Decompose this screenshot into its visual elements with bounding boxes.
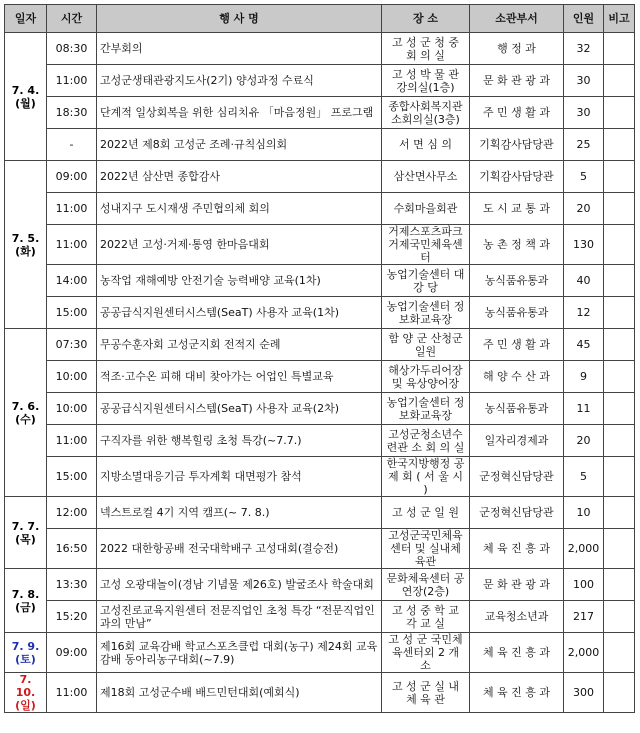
note-cell (604, 129, 635, 161)
place-cell: 고 성 박 물 관 강의실(1층) (382, 65, 470, 97)
note-cell (604, 33, 635, 65)
time-cell: 14:00 (47, 265, 97, 297)
place-cell: 고 성 군 일 원 (382, 497, 470, 529)
place-cell: 농업기술센터 정보화교육장 (382, 297, 470, 329)
attendee-count-cell: 10 (564, 497, 604, 529)
place-cell: 고 성 군 청 중 회 의 실 (382, 33, 470, 65)
table-row (5, 33, 635, 65)
department-cell: 군정혁신담당관 (470, 497, 564, 529)
attendee-count-cell: 2,000 (564, 633, 604, 673)
header-date: 일자 (5, 5, 47, 33)
note-cell (604, 361, 635, 393)
department-cell: 문 화 관 광 과 (470, 569, 564, 601)
schedule-body (5, 33, 635, 713)
department-cell: 문 화 관 광 과 (470, 65, 564, 97)
table-row (5, 97, 635, 129)
department-cell: 농 촌 정 책 과 (470, 225, 564, 265)
attendee-count-cell: 32 (564, 33, 604, 65)
table-row (5, 497, 635, 529)
date-label: 7. 5. (11, 231, 40, 245)
table-row (5, 329, 635, 361)
place-cell: 고 성 중 학 교 각 교 실 (382, 601, 470, 633)
department-cell: 군정혁신담당관 (470, 457, 564, 497)
time-cell: 07:30 (47, 329, 97, 361)
department-cell: 도 시 교 통 과 (470, 193, 564, 225)
place-cell: 고 성 군 실 내 체 육 관 (382, 673, 470, 713)
table-row (5, 601, 635, 633)
time-cell: 10:00 (47, 393, 97, 425)
time-cell: 11:00 (47, 193, 97, 225)
attendee-count-cell: 2,000 (564, 529, 604, 569)
note-cell (604, 457, 635, 497)
place-cell: 거제스포츠파크 거제국민체육센터 (382, 225, 470, 265)
table-row (5, 65, 635, 97)
department-cell: 행 정 과 (470, 33, 564, 65)
event-name-cell: 간부회의 (97, 33, 382, 65)
place-cell: 농업기술센터 정보화교육장 (382, 393, 470, 425)
date-label: 7. 6. (11, 399, 40, 413)
department-cell: 교육청소년과 (470, 601, 564, 633)
schedule-table (4, 4, 635, 713)
department-cell: 체 육 진 흥 과 (470, 673, 564, 713)
department-cell: 해 양 수 산 과 (470, 361, 564, 393)
time-cell: 11:00 (47, 425, 97, 457)
weekday-label: (금) (15, 600, 36, 614)
time-cell: 11:00 (47, 65, 97, 97)
department-cell: 기획감사담당관 (470, 129, 564, 161)
place-cell: 해상가두리어장 및 육상양어장 (382, 361, 470, 393)
time-cell: 16:50 (47, 529, 97, 569)
note-cell (604, 569, 635, 601)
event-name-cell: 제18회 고성군수배 배드민턴대회(예회식) (97, 673, 382, 713)
department-cell: 주 민 생 활 과 (470, 97, 564, 129)
note-cell (604, 529, 635, 569)
time-cell: - (47, 129, 97, 161)
header-count: 인원 (564, 5, 604, 33)
table-row (5, 161, 635, 193)
table-row (5, 457, 635, 497)
attendee-count-cell: 45 (564, 329, 604, 361)
time-cell: 11:00 (47, 225, 97, 265)
note-cell (604, 193, 635, 225)
attendee-count-cell: 30 (564, 65, 604, 97)
note-cell (604, 97, 635, 129)
place-cell: 수회마을회관 (382, 193, 470, 225)
event-name-cell: 지방소멸대응기금 투자계획 대면평가 참석 (97, 457, 382, 497)
place-cell: 종합사회복지관 소회의실(3층) (382, 97, 470, 129)
department-cell: 농식품유통과 (470, 297, 564, 329)
event-name-cell: 무공수훈자회 고성군지회 전적지 순례 (97, 329, 382, 361)
attendee-count-cell: 20 (564, 425, 604, 457)
department-cell: 체 육 진 흥 과 (470, 633, 564, 673)
date-label: 7. 10. (15, 673, 36, 699)
attendee-count-cell: 9 (564, 361, 604, 393)
table-row (5, 633, 635, 673)
event-name-cell: 공공급식지원센터시스템(SeaT) 사용자 교육(1차) (97, 297, 382, 329)
time-cell: 18:30 (47, 97, 97, 129)
event-name-cell: 성내지구 도시재생 주민협의체 회의 (97, 193, 382, 225)
time-cell: 15:20 (47, 601, 97, 633)
event-name-cell: 농작업 재해예방 안전기술 능력배양 교육(1차) (97, 265, 382, 297)
date-cell (5, 33, 47, 161)
note-cell (604, 225, 635, 265)
time-cell: 15:00 (47, 297, 97, 329)
header-place: 장 소 (382, 5, 470, 33)
time-cell: 13:30 (47, 569, 97, 601)
time-cell: 12:00 (47, 497, 97, 529)
event-name-cell: 적조·고수온 피해 대비 찾아가는 어업인 특별교육 (97, 361, 382, 393)
weekday-label: (목) (15, 532, 36, 546)
event-name-cell: 고성군생태관광지도사(2기) 양성과정 수료식 (97, 65, 382, 97)
attendee-count-cell: 130 (564, 225, 604, 265)
table-row (5, 265, 635, 297)
department-cell: 기획감사담당관 (470, 161, 564, 193)
note-cell (604, 329, 635, 361)
attendee-count-cell: 217 (564, 601, 604, 633)
date-label: 7. 7. (11, 519, 40, 533)
event-name-cell: 넥스트로컬 4기 지역 캠프(~ 7. 8.) (97, 497, 382, 529)
note-cell (604, 297, 635, 329)
table-row (5, 225, 635, 265)
place-cell: 농업기술센터 대 강 당 (382, 265, 470, 297)
place-cell: 한국지방행정 공 제 회 ( 서 울 시 ) (382, 457, 470, 497)
table-row (5, 297, 635, 329)
attendee-count-cell: 12 (564, 297, 604, 329)
attendee-count-cell: 5 (564, 161, 604, 193)
event-name-cell: 단계적 일상회복을 위한 심리치유 「마음정원」 프로그램 (97, 97, 382, 129)
attendee-count-cell: 5 (564, 457, 604, 497)
place-cell: 고 성 군 국민체육센터외 2 개 소 (382, 633, 470, 673)
time-cell: 09:00 (47, 161, 97, 193)
note-cell (604, 265, 635, 297)
time-cell: 11:00 (47, 673, 97, 713)
table-row (5, 361, 635, 393)
event-name-cell: 공공급식지원센터시스템(SeaT) 사용자 교육(2차) (97, 393, 382, 425)
event-name-cell: 2022년 제8회 고성군 조례·규칙심의회 (97, 129, 382, 161)
attendee-count-cell: 20 (564, 193, 604, 225)
note-cell (604, 425, 635, 457)
attendee-count-cell: 100 (564, 569, 604, 601)
date-label: 7. 9. (11, 639, 40, 653)
place-cell: 문화체육센터 공연장(2층) (382, 569, 470, 601)
table-row (5, 193, 635, 225)
department-cell: 주 민 생 활 과 (470, 329, 564, 361)
note-cell (604, 633, 635, 673)
date-cell (5, 673, 47, 713)
table-row (5, 529, 635, 569)
note-cell (604, 65, 635, 97)
place-cell: 서 면 심 의 (382, 129, 470, 161)
attendee-count-cell: 300 (564, 673, 604, 713)
time-cell: 09:00 (47, 633, 97, 673)
date-cell (5, 161, 47, 329)
place-cell: 삼산면사무소 (382, 161, 470, 193)
place-cell: 고성군국민체육센터 및 실내체육관 (382, 529, 470, 569)
weekday-label: (월) (15, 96, 36, 110)
department-cell: 체 육 진 흥 과 (470, 529, 564, 569)
header-time: 시간 (47, 5, 97, 33)
note-cell (604, 393, 635, 425)
event-name-cell: 2022년 고성·거제·통영 한마음대회 (97, 225, 382, 265)
date-cell (5, 497, 47, 569)
header-event: 행 사 명 (97, 5, 382, 33)
department-cell: 농식품유통과 (470, 393, 564, 425)
weekday-label: (수) (15, 412, 36, 426)
table-row (5, 393, 635, 425)
note-cell (604, 673, 635, 713)
table-row (5, 569, 635, 601)
header-note: 비고 (604, 5, 635, 33)
note-cell (604, 497, 635, 529)
department-cell: 일자리경제과 (470, 425, 564, 457)
attendee-count-cell: 30 (564, 97, 604, 129)
date-cell (5, 329, 47, 497)
attendee-count-cell: 11 (564, 393, 604, 425)
weekday-label: (화) (15, 244, 36, 258)
event-name-cell: 고성 오광대놀이(경남 기념물 제26호) 발굴조사 학술대회 (97, 569, 382, 601)
date-cell (5, 569, 47, 633)
event-name-cell: 2022 대한항공배 전국대학배구 고성대회(결승전) (97, 529, 382, 569)
table-row (5, 129, 635, 161)
note-cell (604, 161, 635, 193)
table-row (5, 425, 635, 457)
weekday-label: (토) (15, 652, 36, 666)
place-cell: 고성군청소년수련관 소 회 의 실 (382, 425, 470, 457)
event-name-cell: 제16회 교육감배 학교스포츠클럽 대회(농구) 제24회 교육감배 동아리농구대회(~7.9) (97, 633, 382, 673)
department-cell: 농식품유통과 (470, 265, 564, 297)
note-cell (604, 601, 635, 633)
date-label: 7. 4. (11, 83, 40, 97)
attendee-count-cell: 40 (564, 265, 604, 297)
event-name-cell: 2022년 삼산면 종합감사 (97, 161, 382, 193)
time-cell: 10:00 (47, 361, 97, 393)
weekday-label: (일) (15, 699, 36, 712)
date-cell (5, 633, 47, 673)
event-name-cell: 고성진로교육지원센터 전문직업인 초청 특강 “전문직업인과의 만남” (97, 601, 382, 633)
header-row (5, 5, 635, 33)
event-name-cell: 구직자를 위한 행복힐링 초청 특강(~7.7.) (97, 425, 382, 457)
time-cell: 15:00 (47, 457, 97, 497)
attendee-count-cell: 25 (564, 129, 604, 161)
table-row (5, 673, 635, 713)
place-cell: 함 양 군 산청군 일원 (382, 329, 470, 361)
date-label: 7. 8. (11, 587, 40, 601)
header-dept: 소관부서 (470, 5, 564, 33)
time-cell: 08:30 (47, 33, 97, 65)
